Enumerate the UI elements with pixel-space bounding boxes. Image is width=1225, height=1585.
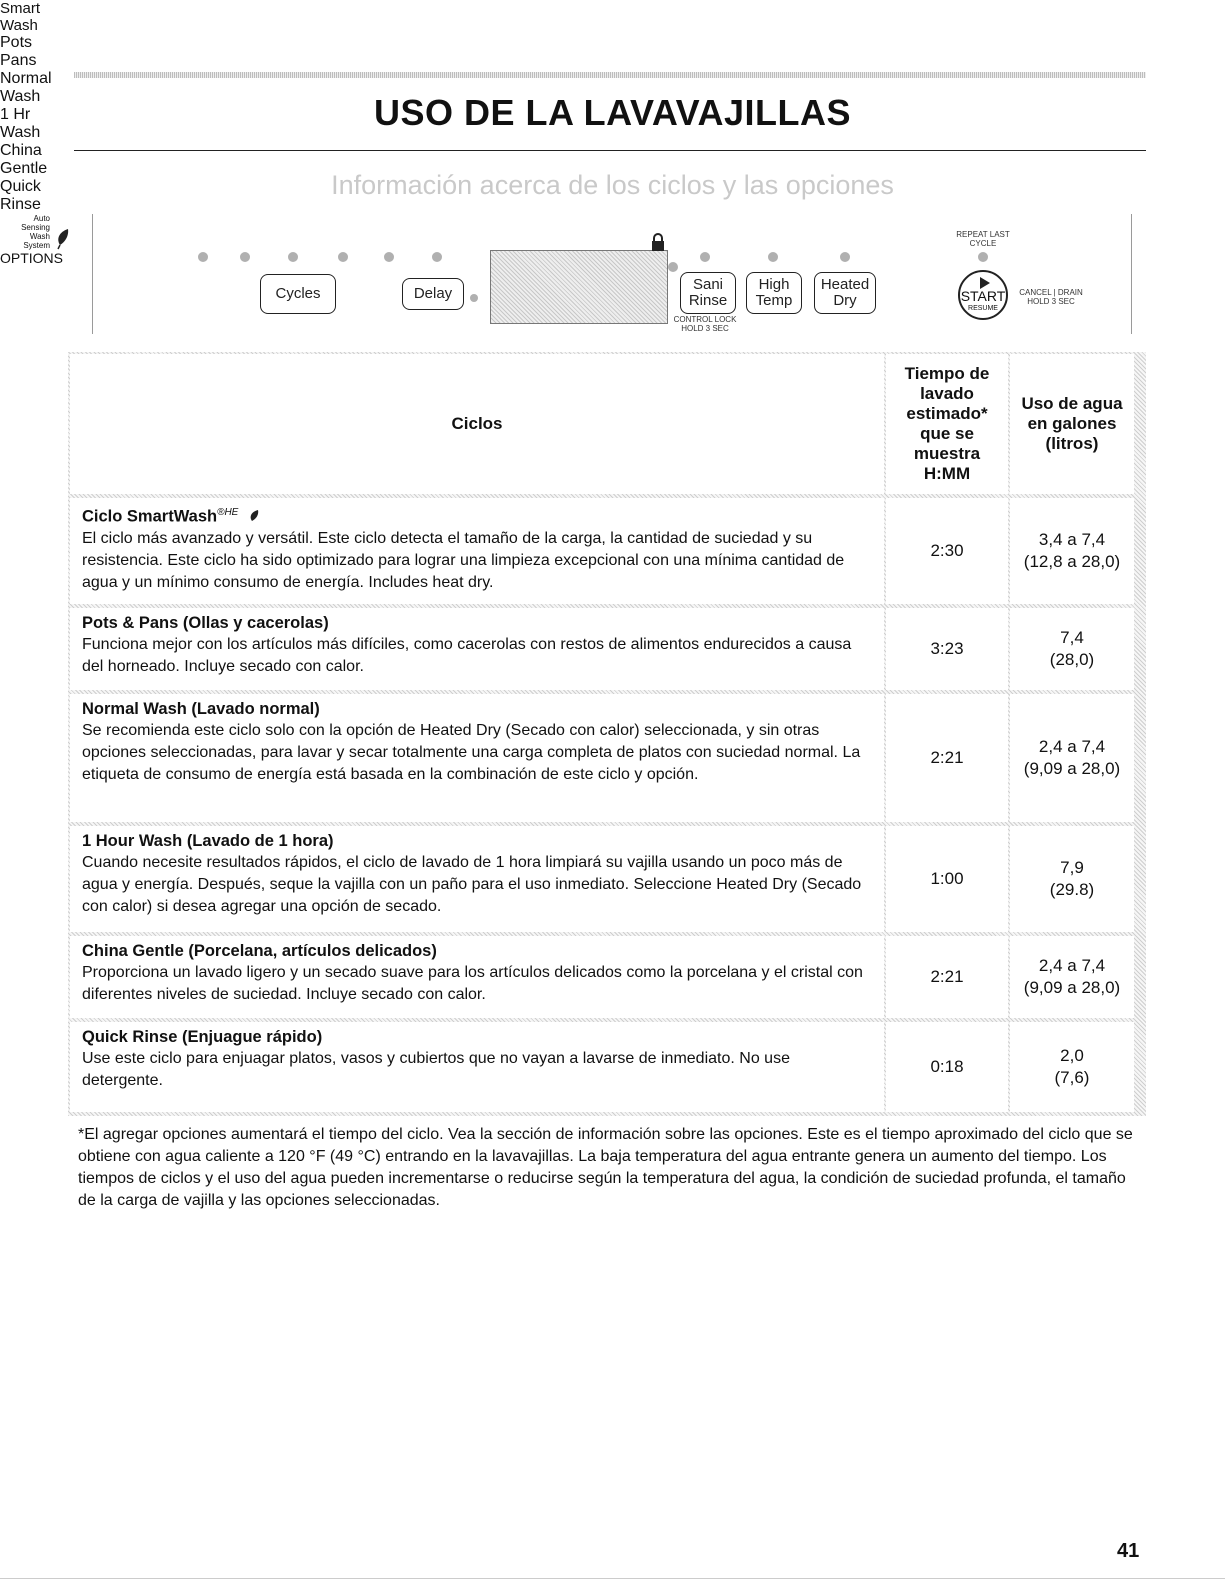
resume-label: RESUME (968, 305, 998, 312)
cycle-label-china-gentle: China Gentle (0, 142, 48, 177)
section-subtitle: Información acerca de los ciclos y las opciones (331, 170, 894, 200)
cycle-description: Funciona mejor con los artículos más difíciles, como cacerolas con restos de alimentos endurecidos a causa del horneado. Incluye secado con calor. (82, 636, 852, 675)
footnote: *El agregar opciones aumentará el tiempo del ciclo. Vea la sección de información sobre las opciones. Este es el tiempo aproximado del ciclo que se obtiene con agua caliente a 120 °F (49 °C) entrando en la lavavajillas. La baja temperatura del agua entrante genera un aumento del tiempo. Los tiempos de ciclos y el uso del agua pueden incrementarse o reducirse según la temperatura del agua, la condición de suciedad profunda, el tamaño de la carga de vajilla y las opciones seleccionadas. (78, 1126, 1133, 1209)
cycle-description: Use este ciclo para enjuagar platos, vasos y cubiertos que no vayan a lavarse de inmediato. No use detergente. (82, 1050, 790, 1089)
cycle-indicator-light (240, 252, 250, 262)
cycle-title: Quick Rinse (Enjuague rápido) (82, 1028, 323, 1046)
start-label: START (960, 288, 1006, 304)
delay-indicator-light (470, 294, 478, 302)
cycle-title: Ciclo SmartWash$^{®HE}$ (82, 502, 872, 528)
cycle-time: 2:30 (886, 498, 1008, 604)
cycle-time: 2:21 (886, 694, 1008, 822)
options-label: OPTIONS (0, 250, 64, 266)
high-temp-button[interactable]: High Temp (746, 272, 802, 314)
control-lock-label: CONTROL LOCK HOLD 3 SEC (673, 315, 737, 333)
cycle-label-1hr-wash: 1 Hr Wash (0, 106, 41, 141)
cycle-indicator-light (384, 252, 394, 262)
cycle-indicator-light (288, 252, 298, 262)
water-usage: 7,4 (28,0) (1010, 608, 1134, 690)
cycle-time: 1:00 (886, 826, 1008, 932)
auto-sensing-label: Auto Sensing Wash System (21, 214, 50, 250)
table-row (70, 936, 884, 1018)
cycles-button[interactable]: Cycles (260, 274, 336, 314)
delay-button[interactable]: Delay (402, 278, 464, 310)
cycle-title: China Gentle (Porcelana, artículos delicados) (82, 942, 437, 960)
cycle-description: El ciclo más avanzado y versátil. Este ciclo detecta el tamaño de la carga, la cantidad de suciedad y su resistencia. Este ciclo ha sido optimizado para lograr una limpieza excepcional con una mínima cantidad de agua y un mínimo consumo de energía. Includes heat dry. (82, 529, 845, 591)
page-title: USO DE LA LAVAVAJILLAS (373, 92, 851, 133)
cycle-title: Normal Wash (Lavado normal) (82, 700, 320, 718)
leaf-icon (249, 510, 259, 522)
top-rule (74, 72, 1146, 78)
option-indicator-light (840, 252, 850, 262)
table-row (70, 608, 884, 690)
header-cycles: Ciclos (70, 354, 884, 494)
cycle-title: Pots & Pans (Ollas y cacerolas) (82, 614, 329, 632)
cycle-label-quick-rinse: Quick Rinse (0, 178, 41, 213)
water-usage: 7,9 (29.8) (1010, 826, 1134, 932)
water-usage: 2,4 a 7,4 (9,09 a 28,0) (1010, 936, 1134, 1018)
lock-indicator-light (668, 262, 678, 272)
water-usage: 2,0 (7,6) (1010, 1022, 1134, 1112)
leaf-icon (56, 228, 70, 250)
cycle-label-pots-pans: Pots Pans (0, 34, 37, 69)
option-indicator-light (700, 252, 710, 262)
cycle-description: Se recomienda este ciclo solo con la opción de Heated Dry (Secado con calor) seleccionada, y sin otras opciones seleccionadas, para lavar y secar totalmente una carga completa de platos con suciedad normal. La etiqueta de consumo de energía está basada en la combinación de este ciclo y opción. (82, 722, 861, 783)
header-time: Tiempo de lavado estimado* que se muestra H:MM (886, 354, 1008, 494)
cycle-time: 2:21 (886, 936, 1008, 1018)
cycle-description: Cuando necesite resultados rápidos, el ciclo de lavado de 1 hora limpiará su vajilla usando un poco más de agua y energía. Después, seque la vajilla con un paño para el uso inmediato. Seleccione Heated Dry (Secado con calor) si desea agregar una opción de secado. (82, 854, 862, 915)
water-usage: 2,4 a 7,4 (9,09 a 28,0) (1010, 694, 1134, 822)
status-display (490, 250, 668, 324)
title-divider (74, 150, 1146, 151)
table-row (70, 498, 884, 604)
cycle-description: Proporciona un lavado ligero y un secado suave para los artículos delicados como la porcelana y el cristal con diferentes niveles de suciedad. Incluye secado con calor. (82, 964, 863, 1003)
cycle-title: 1 Hour Wash (Lavado de 1 hora) (82, 832, 334, 850)
cancel-drain-label: CANCEL | DRAIN HOLD 3 SEC (1019, 288, 1083, 306)
cycle-label-smart-wash: Smart Wash (0, 0, 41, 34)
bottom-rule (0, 1578, 1225, 1579)
option-indicator-light (768, 252, 778, 262)
water-usage: 3,4 a 7,4 (12,8 a 28,0) (1010, 498, 1134, 604)
start-resume-button[interactable] (958, 270, 1008, 320)
cycle-time: 0:18 (886, 1022, 1008, 1112)
sani-rinse-button[interactable]: Sani Rinse (680, 272, 736, 314)
repeat-last-cycle-label: REPEAT LAST CYCLE (956, 230, 1010, 248)
cycle-label-normal-wash: Normal Wash (0, 70, 52, 105)
table-row (70, 694, 884, 822)
cycle-indicator-light (338, 252, 348, 262)
lock-icon (651, 233, 665, 251)
cycle-indicator-light (198, 252, 208, 262)
table-row (70, 826, 884, 932)
header-water: Uso de agua en galones (litros) (1010, 354, 1134, 494)
page-number: 41 (1117, 1540, 1140, 1562)
table-row (70, 1022, 884, 1112)
heated-dry-button[interactable]: Heated Dry (814, 272, 876, 314)
start-indicator-light (978, 252, 988, 262)
cycle-indicator-light (432, 252, 442, 262)
cycle-time: 3:23 (886, 608, 1008, 690)
